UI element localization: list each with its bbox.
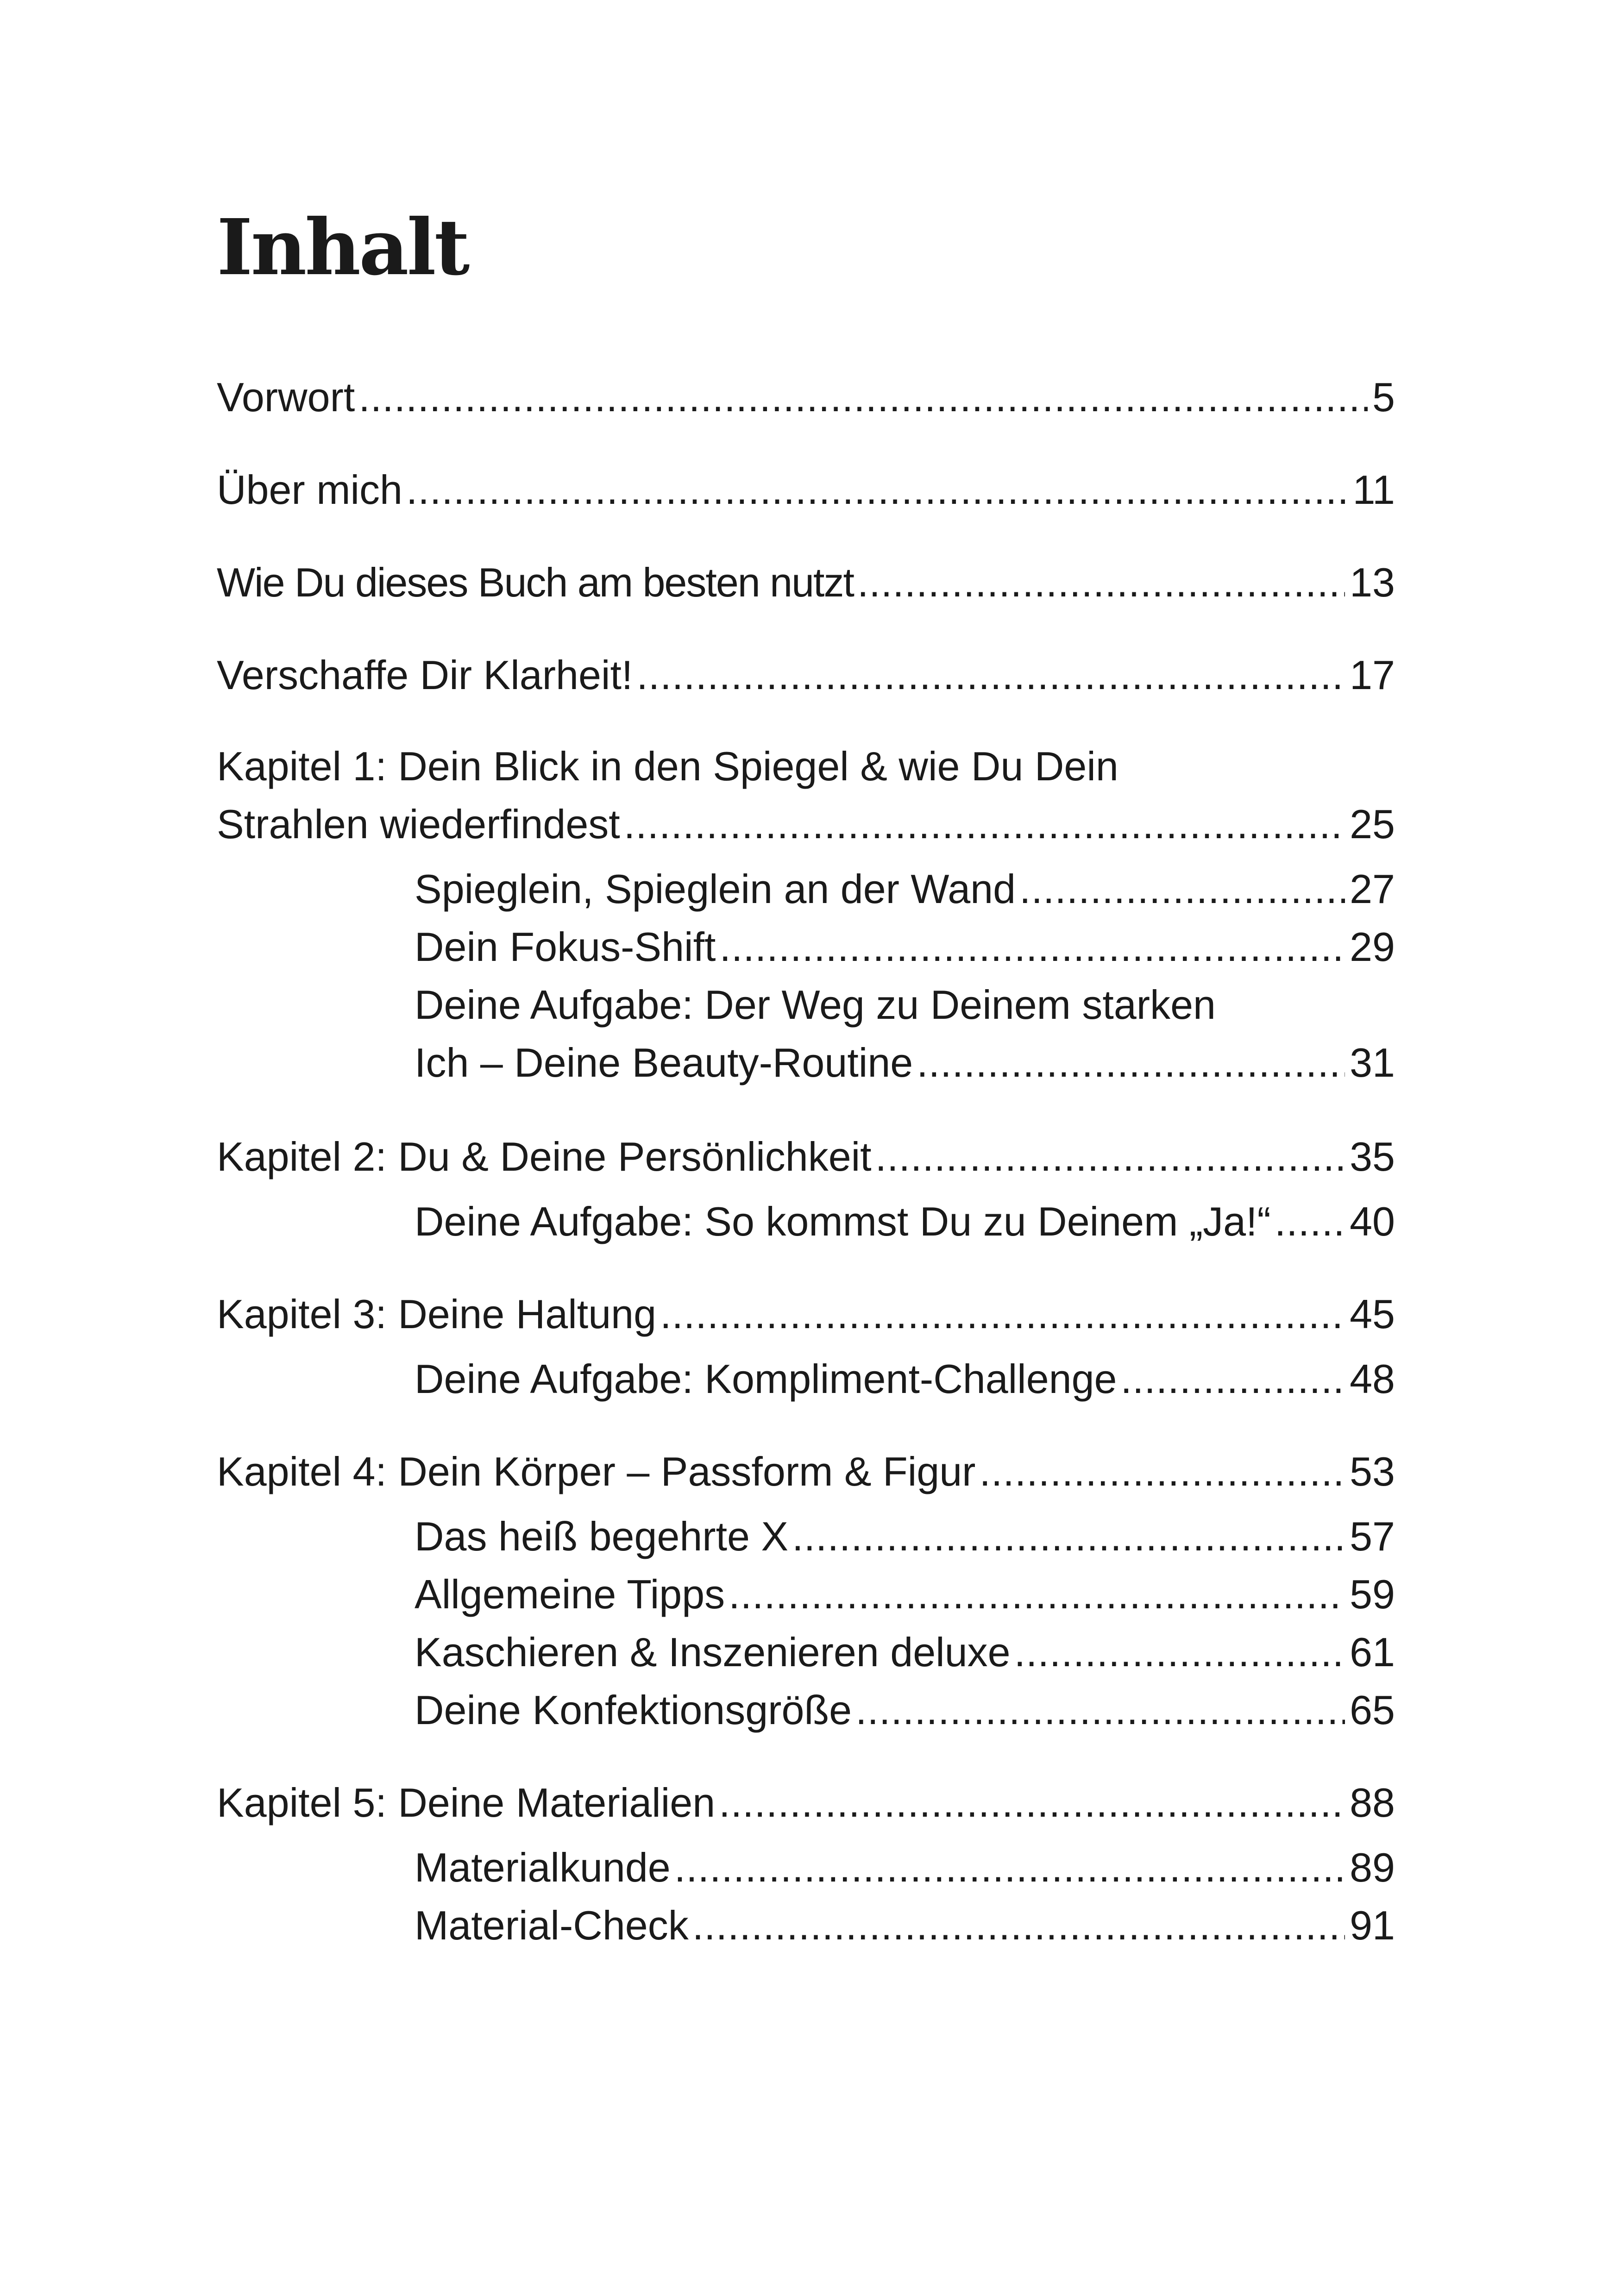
toc-page-number: 48 [1350,1356,1395,1402]
toc-entry-title: Vorwort [217,374,355,420]
toc-page-number: 5 [1372,374,1395,420]
dot-leader [406,467,1348,513]
toc-entry-kapitel-1 [217,801,1395,847]
toc-entry-title: Deine Aufgabe: Der Weg zu Deinem starken [415,982,1216,1028]
toc-entry-title: Kapitel 4: Dein Körper – Passform & Figur [217,1449,976,1494]
dot-leader [660,1291,1345,1337]
toc-page-number: 35 [1350,1134,1395,1179]
dot-leader [636,652,1345,698]
toc-entry-klarheit [217,652,1395,698]
toc-entry-title: Kapitel 1: Dein Blick in den Spiegel & wie Du Dein [217,743,1118,789]
dot-leader [979,1449,1345,1495]
toc-entry-title: Das heiß begehrte X [415,1513,789,1559]
toc-entry-title: Deine Aufgabe: So kommst Du zu Deinem „Ja!“ [415,1198,1271,1244]
toc-entry-title: Deine Konfektionsgröße [415,1687,852,1733]
toc-entry-begehrte-x [415,1513,1395,1560]
toc-entry-buch-nutzen [217,559,1395,606]
toc-entry-beauty-routine [415,1040,1395,1086]
toc-page-number: 88 [1350,1780,1395,1826]
toc-page-number: 91 [1350,1902,1395,1948]
toc-entry-fokus-shift [415,924,1395,970]
toc-entry-materialkunde [415,1844,1395,1891]
dot-leader [857,559,1345,606]
toc-page-number: 25 [1350,801,1395,847]
toc-entry-allgemeine-tipps [415,1571,1395,1618]
toc-entry-konfektionsgroesse [415,1687,1395,1733]
toc-page-number: 53 [1350,1449,1395,1494]
toc-page-number: 17 [1350,652,1395,698]
toc-entry-material-check [415,1902,1395,1949]
toc-page-number: 89 [1350,1844,1395,1890]
toc-entry-kaschieren [415,1629,1395,1675]
toc-page-number: 11 [1352,467,1395,513]
toc-entry-title: Spieglein, Spieglein an der Wand [415,866,1016,912]
toc-entry-title: Ich – Deine Beauty-Routine [415,1040,913,1085]
dot-leader [719,1780,1345,1826]
toc-entry-title: Verschaffe Dir Klarheit! [217,652,633,698]
toc-page-number: 31 [1350,1040,1395,1085]
toc-page-number: 65 [1350,1687,1395,1733]
toc-entry-spieglein [415,866,1395,912]
toc-entry-title: Kaschieren & Inszenieren deluxe [415,1629,1011,1675]
toc-page-number: 40 [1350,1198,1395,1244]
toc-page-number: 27 [1350,866,1395,912]
toc-page-number: 59 [1350,1571,1395,1617]
dot-leader [692,1902,1345,1949]
dot-leader [719,924,1345,970]
toc-page-number: 61 [1350,1629,1395,1675]
toc-entry-ueber-mich [217,467,1395,513]
toc-entry-title: Allgemeine Tipps [415,1571,725,1617]
dot-leader [1019,866,1345,912]
dot-leader [917,1040,1345,1086]
dot-leader [1275,1198,1345,1245]
toc-entry-kapitel-2 [217,1134,1395,1180]
toc-entry-kompliment-challenge [415,1356,1395,1402]
toc-entry-title: Kapitel 3: Deine Haltung [217,1291,657,1337]
toc-entry-beauty-routine-line-1 [415,982,1395,1028]
page-title: Inhalt [217,202,468,293]
dot-leader [875,1134,1345,1180]
toc-page-number: 57 [1350,1513,1395,1559]
toc-entry-kapitel-5 [217,1780,1395,1826]
toc-entry-title: Kapitel 2: Du & Deine Persönlichkeit [217,1134,872,1179]
toc-entry-ja-aufgabe [415,1198,1395,1245]
toc-entry-title: Materialkunde [415,1844,671,1890]
dot-leader [674,1844,1345,1891]
toc-page-number: 45 [1350,1291,1395,1337]
dot-leader [855,1687,1345,1733]
toc-entry-title: Über mich [217,467,402,513]
toc-page-number: 13 [1350,559,1395,605]
toc-entry-title: Wie Du dieses Buch am besten nutzt [217,559,854,605]
toc-entry-kapitel-1-line-1 [217,743,1395,790]
toc-entry-title: Material-Check [415,1902,689,1948]
dot-leader [624,801,1345,847]
toc-entry-kapitel-3 [217,1291,1395,1337]
dot-leader [729,1571,1345,1618]
toc-page-number: 29 [1350,924,1395,970]
toc-entry-title: Deine Aufgabe: Kompliment-Challenge [415,1356,1117,1402]
toc-entry-kapitel-4 [217,1449,1395,1495]
toc-entry-title: Dein Fokus-Shift [415,924,716,970]
dot-leader [792,1513,1345,1560]
toc-entry-title: Strahlen wiederfindest [217,801,620,847]
toc-entry-vorwort [217,374,1395,420]
dot-leader [1121,1356,1345,1402]
dot-leader [1014,1629,1345,1675]
toc-entry-title: Kapitel 5: Deine Materialien [217,1780,716,1826]
dot-leader [358,374,1368,420]
